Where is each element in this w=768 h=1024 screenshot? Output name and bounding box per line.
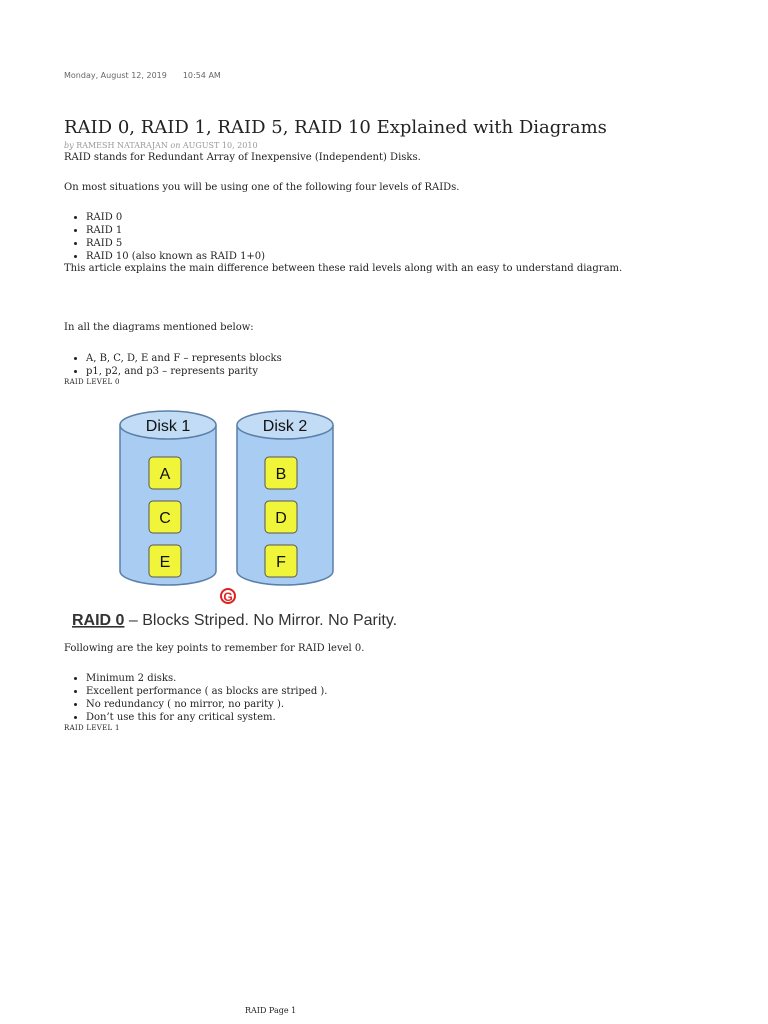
list-item: • RAID 10 (also known as RAID 1+0) bbox=[86, 250, 265, 263]
time-text: 10:54 AM bbox=[182, 71, 221, 80]
block-a-label: A bbox=[159, 466, 171, 483]
byline-date: AUGUST 10, 2010 bbox=[182, 141, 258, 150]
raid0-heading: RAID LEVEL 0 bbox=[64, 378, 120, 386]
raid0-diagram bbox=[72, 393, 410, 632]
disk-1 bbox=[120, 411, 216, 585]
date-text: Monday, August 12, 2019 bbox=[64, 71, 167, 80]
list-item: • RAID 0 bbox=[86, 211, 265, 224]
disk-2-label: Disk 2 bbox=[262, 418, 308, 435]
raid0-diagram-svg bbox=[72, 393, 410, 629]
logo-glyph: G bbox=[223, 590, 233, 604]
list-item: • Excellent performance ( as blocks are striped ). bbox=[86, 685, 327, 698]
list-item: • Minimum 2 disks. bbox=[86, 672, 327, 685]
list-item: • RAID 5 bbox=[86, 237, 265, 250]
key-points-intro: Following are the key points to remember for RAID level 0. bbox=[64, 643, 365, 654]
byline-on: on bbox=[170, 141, 181, 150]
block-c-label: C bbox=[159, 510, 171, 527]
list-item: • RAID 1 bbox=[86, 224, 265, 237]
list-item: • p1, p2, and p3 – represents parity bbox=[86, 365, 282, 378]
block-b-label: B bbox=[275, 466, 287, 483]
raid1-heading: RAID LEVEL 1 bbox=[64, 724, 120, 732]
diagrams-intro-paragraph: In all the diagrams mentioned below: bbox=[64, 322, 254, 333]
byline bbox=[64, 141, 258, 150]
levels-intro-paragraph: On most situations you will be using one of the following four levels of RAIDs. bbox=[64, 182, 460, 193]
timestamp bbox=[64, 71, 221, 80]
byline-by: by bbox=[64, 141, 74, 150]
disk-2 bbox=[237, 411, 333, 585]
legend-list bbox=[62, 352, 282, 378]
article-title: RAID 0, RAID 1, RAID 5, RAID 10 Explained with Diagrams bbox=[64, 117, 607, 138]
g-logo-icon bbox=[221, 589, 235, 604]
byline-author[interactable]: RAMESH NATARAJAN bbox=[76, 141, 168, 150]
list-item: • No redundancy ( no mirror, no parity ). bbox=[86, 698, 327, 711]
list-item: • A, B, C, D, E and F – represents blocks bbox=[86, 352, 282, 365]
list-item: • Don’t use this for any critical system. bbox=[86, 711, 327, 724]
block-f-label: F bbox=[276, 554, 286, 571]
key-points-list bbox=[62, 672, 327, 724]
block-d-label: D bbox=[275, 510, 287, 527]
raid-levels-list bbox=[62, 211, 265, 263]
block-e-label: E bbox=[159, 554, 171, 571]
intro-paragraph: RAID stands for Redundant Array of Inexpensive (Independent) Disks. bbox=[64, 152, 421, 163]
caption-rest: – Blocks Striped. No Mirror. No Parity. bbox=[124, 612, 398, 629]
page-footer: RAID Page 1 bbox=[245, 1006, 297, 1015]
explain-paragraph: This article explains the main difference between these raid levels along with an easy to understand diagram. bbox=[64, 263, 623, 274]
diagram-caption bbox=[72, 612, 397, 629]
caption-raid0: RAID 0 bbox=[72, 612, 125, 629]
disk-1-label: Disk 1 bbox=[145, 418, 191, 435]
